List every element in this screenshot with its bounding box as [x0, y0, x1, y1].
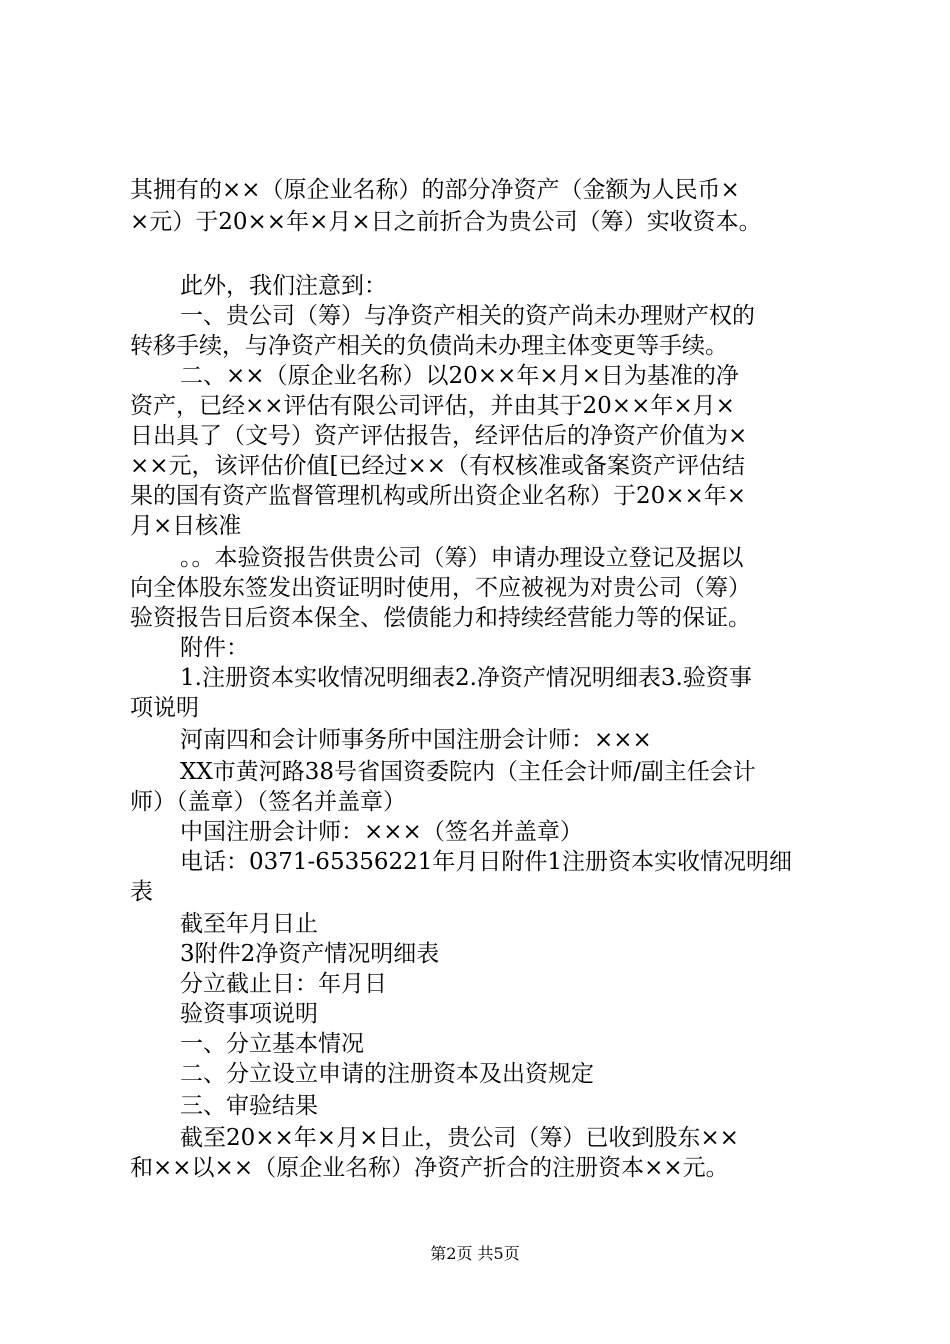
text-line: 截至年月日止 — [180, 911, 318, 937]
text-line: 资产，已经××评估有限公司评估，并由其于20××年×月× — [130, 393, 735, 419]
text-line: 向全体股东签发出资证明时使用，不应被视为对贵公司（筹） — [130, 575, 751, 601]
text-line: 截至20××年×月×日止，贵公司（筹）已收到股东×× — [180, 1125, 739, 1151]
text-line: 验资报告日后资本保全、偿债能力和持续经营能力等的保证。 — [130, 605, 751, 631]
text-line: 验资事项说明 — [180, 1001, 318, 1027]
text-line: 1.注册资本实收情况明细表2.净资产情况明细表3.验资事 — [180, 665, 752, 691]
text-line: 电话：0371-65356221年月日附件1注册资本实收情况明细 — [180, 849, 793, 875]
text-line: 中国注册会计师：×××（签名并盖章） — [180, 819, 583, 845]
text-line: 此外，我们注意到： — [180, 273, 387, 299]
page-number-footer: 第2页 共5页 — [430, 1244, 520, 1263]
text-line: 二、××（原企业名称）以20××年×月×日为基准的净 — [180, 363, 739, 389]
text-line: 果的国有资产监督管理机构或所出资企业名称）于20××年× — [130, 483, 747, 509]
text-line: 转移手续，与净资产相关的负债尚未办理主体变更等手续。 — [130, 333, 728, 359]
text-line: 河南四和会计师事务所中国注册会计师：××× — [180, 727, 652, 753]
text-line: 和××以××（原企业名称）净资产折合的注册资本××元。 — [130, 1155, 729, 1181]
text-line: 表 — [130, 879, 153, 905]
text-line: 一、贵公司（筹）与净资产相关的资产尚未办理财产权的 — [180, 303, 755, 329]
text-line: 一、分立基本情况 — [180, 1031, 364, 1057]
text-line: ××元，该评估价值[已经过××（有权核准或备案资产评估结 — [130, 453, 746, 479]
text-line: 二、分立设立申请的注册资本及出资规定 — [180, 1061, 594, 1087]
text-line: 其拥有的××（原企业名称）的部分净资产（金额为人民币× — [130, 177, 740, 203]
text-line: 3附件2净资产情况明细表 — [180, 941, 440, 967]
text-line: 项说明 — [130, 695, 199, 721]
text-line: ×元）于20××年×月×日之前折合为贵公司（筹）实收资本。 — [130, 209, 762, 235]
text-line: 日出具了（文号）资产评估报告，经评估后的净资产价值为× — [130, 423, 748, 449]
text-line: XX市黄河路38号省国资委院内（主任会计师/副主任会计 — [180, 759, 756, 785]
text-line: 分立截止日：年月日 — [180, 971, 387, 997]
text-line: 。。本验资报告供贵公司（筹）申请办理设立登记及据以 — [180, 545, 744, 571]
text-line: 附件： — [180, 635, 249, 661]
text-line: 师）（盖章）（签名并盖章） — [130, 789, 406, 815]
text-line: 三、审验结果 — [180, 1093, 318, 1119]
text-line: 月×日核准 — [130, 513, 242, 539]
